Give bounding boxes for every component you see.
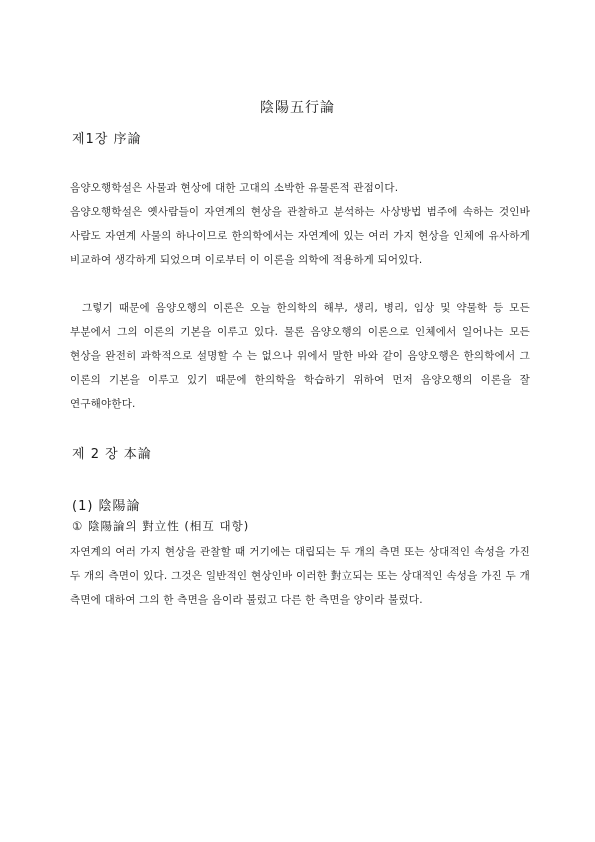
section-heading: (1) 陰陽論 xyxy=(72,499,141,514)
subsection-heading: ① 陰陽論의 對立性 (相互 대항) xyxy=(72,519,250,533)
chapter1-paragraph-1: 음양오행학설은 사물과 현상에 대한 고대의 소박한 유물론적 관점이다. xyxy=(70,182,399,194)
chapter1-heading: 제1장 序論 xyxy=(72,132,142,147)
document-title: 陰陽五行論 xyxy=(260,100,335,116)
chapter1-paragraph-3: 그렇기 때문에 음양오행의 이론은 오늘 한의학의 해부, 생리, 병리, 임상 및 약물학 등 모든 부분에서 그의 이론의 기본을 이루고 있다. 물론 음양오행의 이론으로 인체에서 일어나는 모든 현상을 완전히 과학적으로 설명할 수 는 없으나 위에서 말한 바와 같이 음양오행은 한의학에서 그 이론의 기본을 이루고 있기 때문에 한의학을 학습하기 위하여 먼저 음양오행의 이론을 잘 연구해야한다. xyxy=(70,302,530,410)
chapter1-paragraph-2: 음양오행학설은 옛사람들이 자연계의 현상을 관찰하고 분석하는 사상방법 범주에 속하는 것인바 사람도 자연계 사물의 하나이므로 한의학에서는 자연계에 있는 여러 가지 현상을 인체에 유사하게 비교하여 생각하게 되었으며 이로부터 이 이론을 의학에 적용하게 되어있다. xyxy=(70,206,530,266)
chapter2-heading: 제 2 장 本論 xyxy=(72,447,152,462)
chapter2-paragraph: 자연계의 여러 가지 현상을 관찰할 때 거기에는 대립되는 두 개의 측면 또는 상대적인 속성을 가진 두 개의 측면이 있다. 그것은 일반적인 현상인바 이러한 對立되는 또는 상대적인 속성을 가진 두 개 측면에 대하여 그의 한 측면을 음이라 불렀고 다른 한 측면을 양이라 불렀다. xyxy=(70,546,530,606)
